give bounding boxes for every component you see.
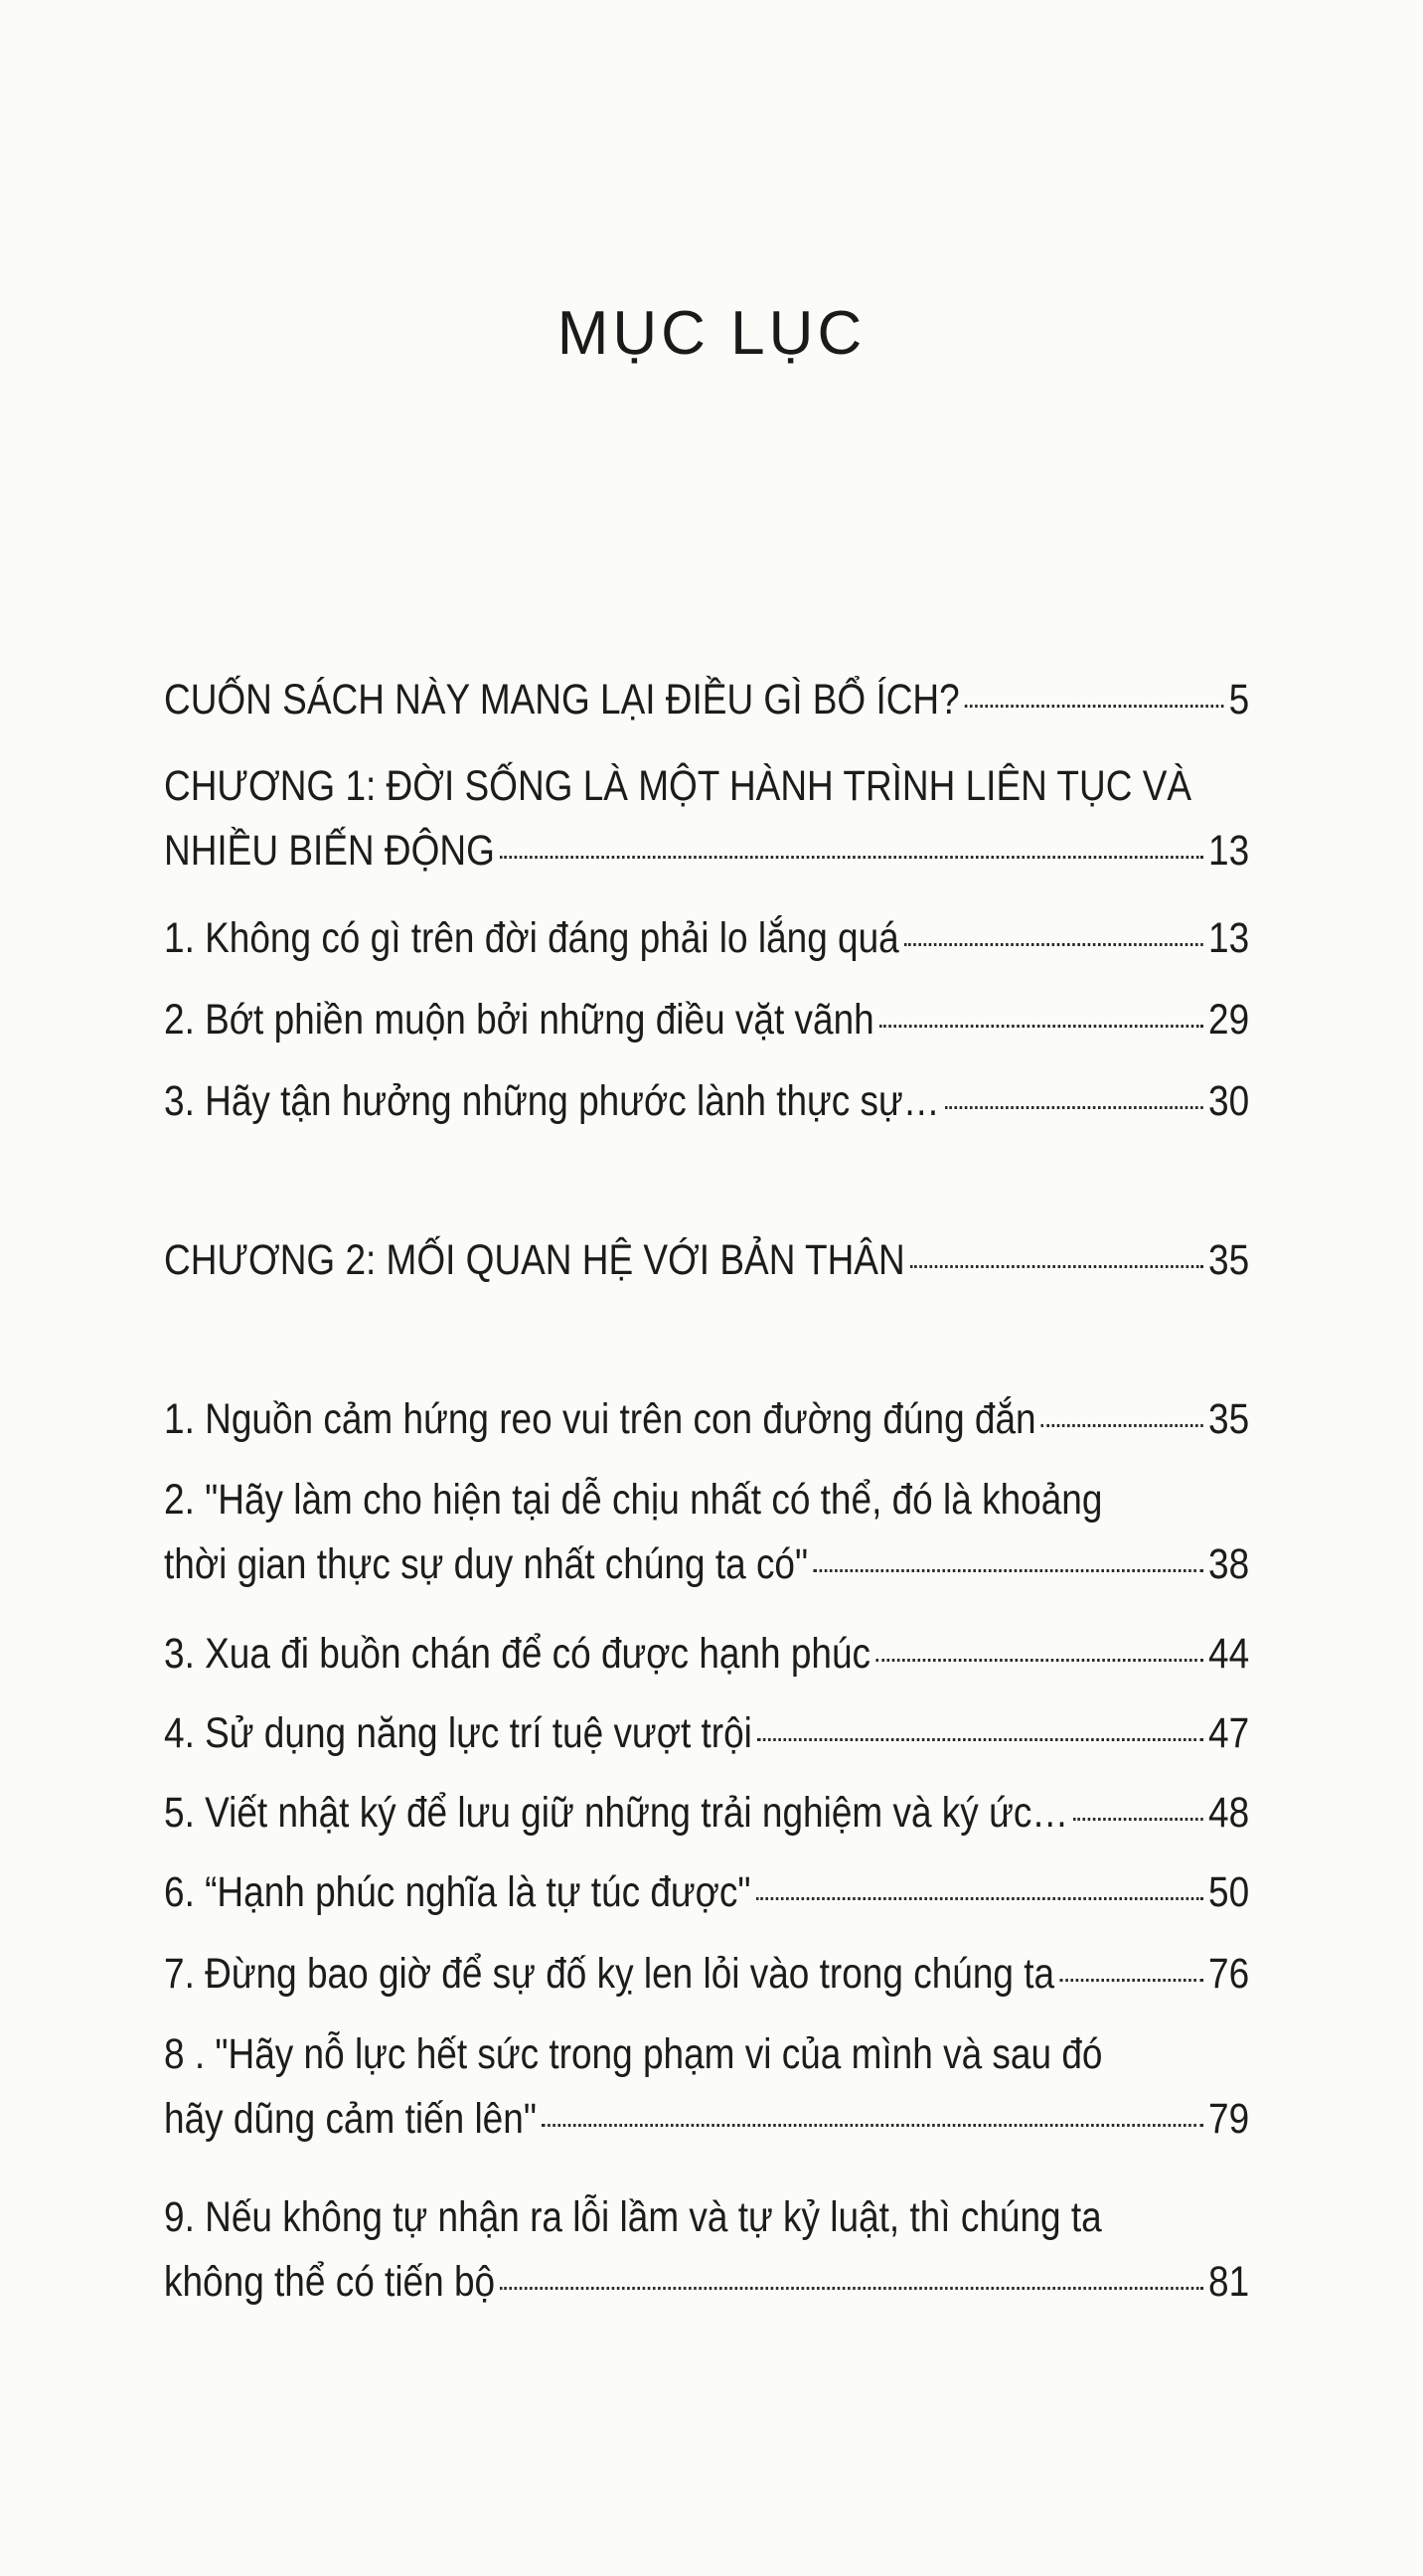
toc-entry-2-8 (164, 2013, 1250, 2143)
toc-page-number: 81 (1208, 2258, 1250, 2306)
toc-page-number: 5 (1228, 676, 1250, 724)
toc-entry-text: hãy dũng cảm tiến lên" (164, 2095, 537, 2143)
dot-leader (875, 1657, 1203, 1662)
toc-entry-1-3 (164, 1077, 1250, 1125)
toc-entry-1-1 (164, 914, 1250, 962)
page-title: MỤC LỤC (556, 299, 867, 368)
toc-page-number: 13 (1208, 827, 1250, 875)
toc-page-number: 13 (1208, 914, 1250, 962)
dot-leader (756, 1895, 1203, 1900)
toc-entry-text: 7. Đừng bao giờ để sự đố kỵ len lỏi vào trong chúng ta (164, 1950, 1055, 1998)
toc-entry-line1: CHƯƠNG 1: ĐỜI SỐNG LÀ MỘT HÀNH TRÌNH LIÊN TỤC VÀ (164, 762, 1192, 810)
toc-entry-2-9 (164, 2176, 1250, 2306)
dot-leader (945, 1104, 1203, 1109)
toc-page-number: 35 (1208, 1236, 1250, 1284)
dot-leader (813, 1567, 1203, 1572)
toc-entry-2-2 (164, 1459, 1250, 1588)
dot-leader (542, 2122, 1203, 2127)
toc-entry-text: 5. Viết nhật ký để lưu giữ những trải nghiệm và ký ức… (164, 1789, 1069, 1837)
toc-entry-text: CHƯƠNG 2: MỐI QUAN HỆ VỚI BẢN THÂN (164, 1236, 905, 1284)
toc-entry-text: 1. Không có gì trên đời đáng phải lo lắng quá (164, 914, 899, 962)
dot-leader (965, 703, 1224, 708)
toc-entry-preface (164, 676, 1250, 724)
toc-page-number: 44 (1208, 1630, 1250, 1678)
dot-leader (910, 1263, 1203, 1268)
toc-entry-1-2 (164, 996, 1250, 1044)
toc-page-number: 50 (1208, 1868, 1250, 1916)
toc-entry-text: 3. Xua đi buồn chán để có được hạnh phúc (164, 1630, 871, 1678)
dot-leader (757, 1736, 1203, 1741)
toc-page-number: 76 (1208, 1950, 1250, 1998)
toc-entry-text: 6. “Hạnh phúc nghĩa là tự túc được" (164, 1868, 751, 1916)
toc-entry-2-6 (164, 1868, 1250, 1916)
dot-leader (500, 2285, 1203, 2290)
toc-entry-line1: 9. Nếu không tự nhận ra lỗi lầm và tự kỷ luật, thì chúng ta (164, 2193, 1102, 2241)
toc-entry-text: 2. Bớt phiền muộn bởi những điều vặt vãnh (164, 996, 874, 1044)
toc-entry-text: thời gian thực sự duy nhất chúng ta có" (164, 1540, 809, 1588)
toc-page-number: 47 (1208, 1709, 1250, 1757)
toc-entry-text: 3. Hãy tận hưởng những phước lành thực sự… (164, 1077, 940, 1125)
toc-page-number: 38 (1208, 1540, 1250, 1588)
toc-entry-line1: 2. "Hãy làm cho hiện tại dễ chịu nhất có thể, đó là khoảng (164, 1476, 1103, 1524)
toc-entry-2-4 (164, 1709, 1250, 1757)
toc-page-number: 48 (1208, 1789, 1250, 1837)
dot-leader (904, 941, 1203, 946)
toc-entry-2-5 (164, 1789, 1250, 1837)
toc-entry-2-3 (164, 1630, 1250, 1678)
toc-entry-text: CUỐN SÁCH NÀY MANG LẠI ĐIỀU GÌ BỔ ÍCH? (164, 676, 960, 724)
toc-entry-line1: 8 . "Hãy nỗ lực hết sức trong phạm vi của mình và sau đó (164, 2030, 1103, 2078)
toc-entry-text: 4. Sử dụng năng lực trí tuệ vượt trội (164, 1709, 752, 1757)
dot-leader (879, 1023, 1203, 1028)
dot-leader (500, 854, 1203, 859)
toc-page-number: 79 (1208, 2095, 1250, 2143)
dot-leader (1041, 1422, 1203, 1427)
toc-entry-text: 1. Nguồn cảm hứng reo vui trên con đường đúng đắn (164, 1395, 1036, 1443)
toc-page-number: 29 (1208, 996, 1250, 1044)
toc-page-number: 30 (1208, 1077, 1250, 1125)
dot-leader (1059, 1977, 1203, 1982)
toc-entry-chapter-1 (164, 745, 1250, 875)
toc-entry-2-1 (164, 1395, 1250, 1443)
toc-entry-chapter-2 (164, 1236, 1250, 1284)
toc-page-number: 35 (1208, 1395, 1250, 1443)
toc-entry-2-7 (164, 1950, 1250, 1998)
toc-entry-text: không thể có tiến bộ (164, 2258, 496, 2306)
dot-leader (1073, 1816, 1202, 1821)
toc-entry-text: NHIỀU BIẾN ĐỘNG (164, 827, 495, 875)
